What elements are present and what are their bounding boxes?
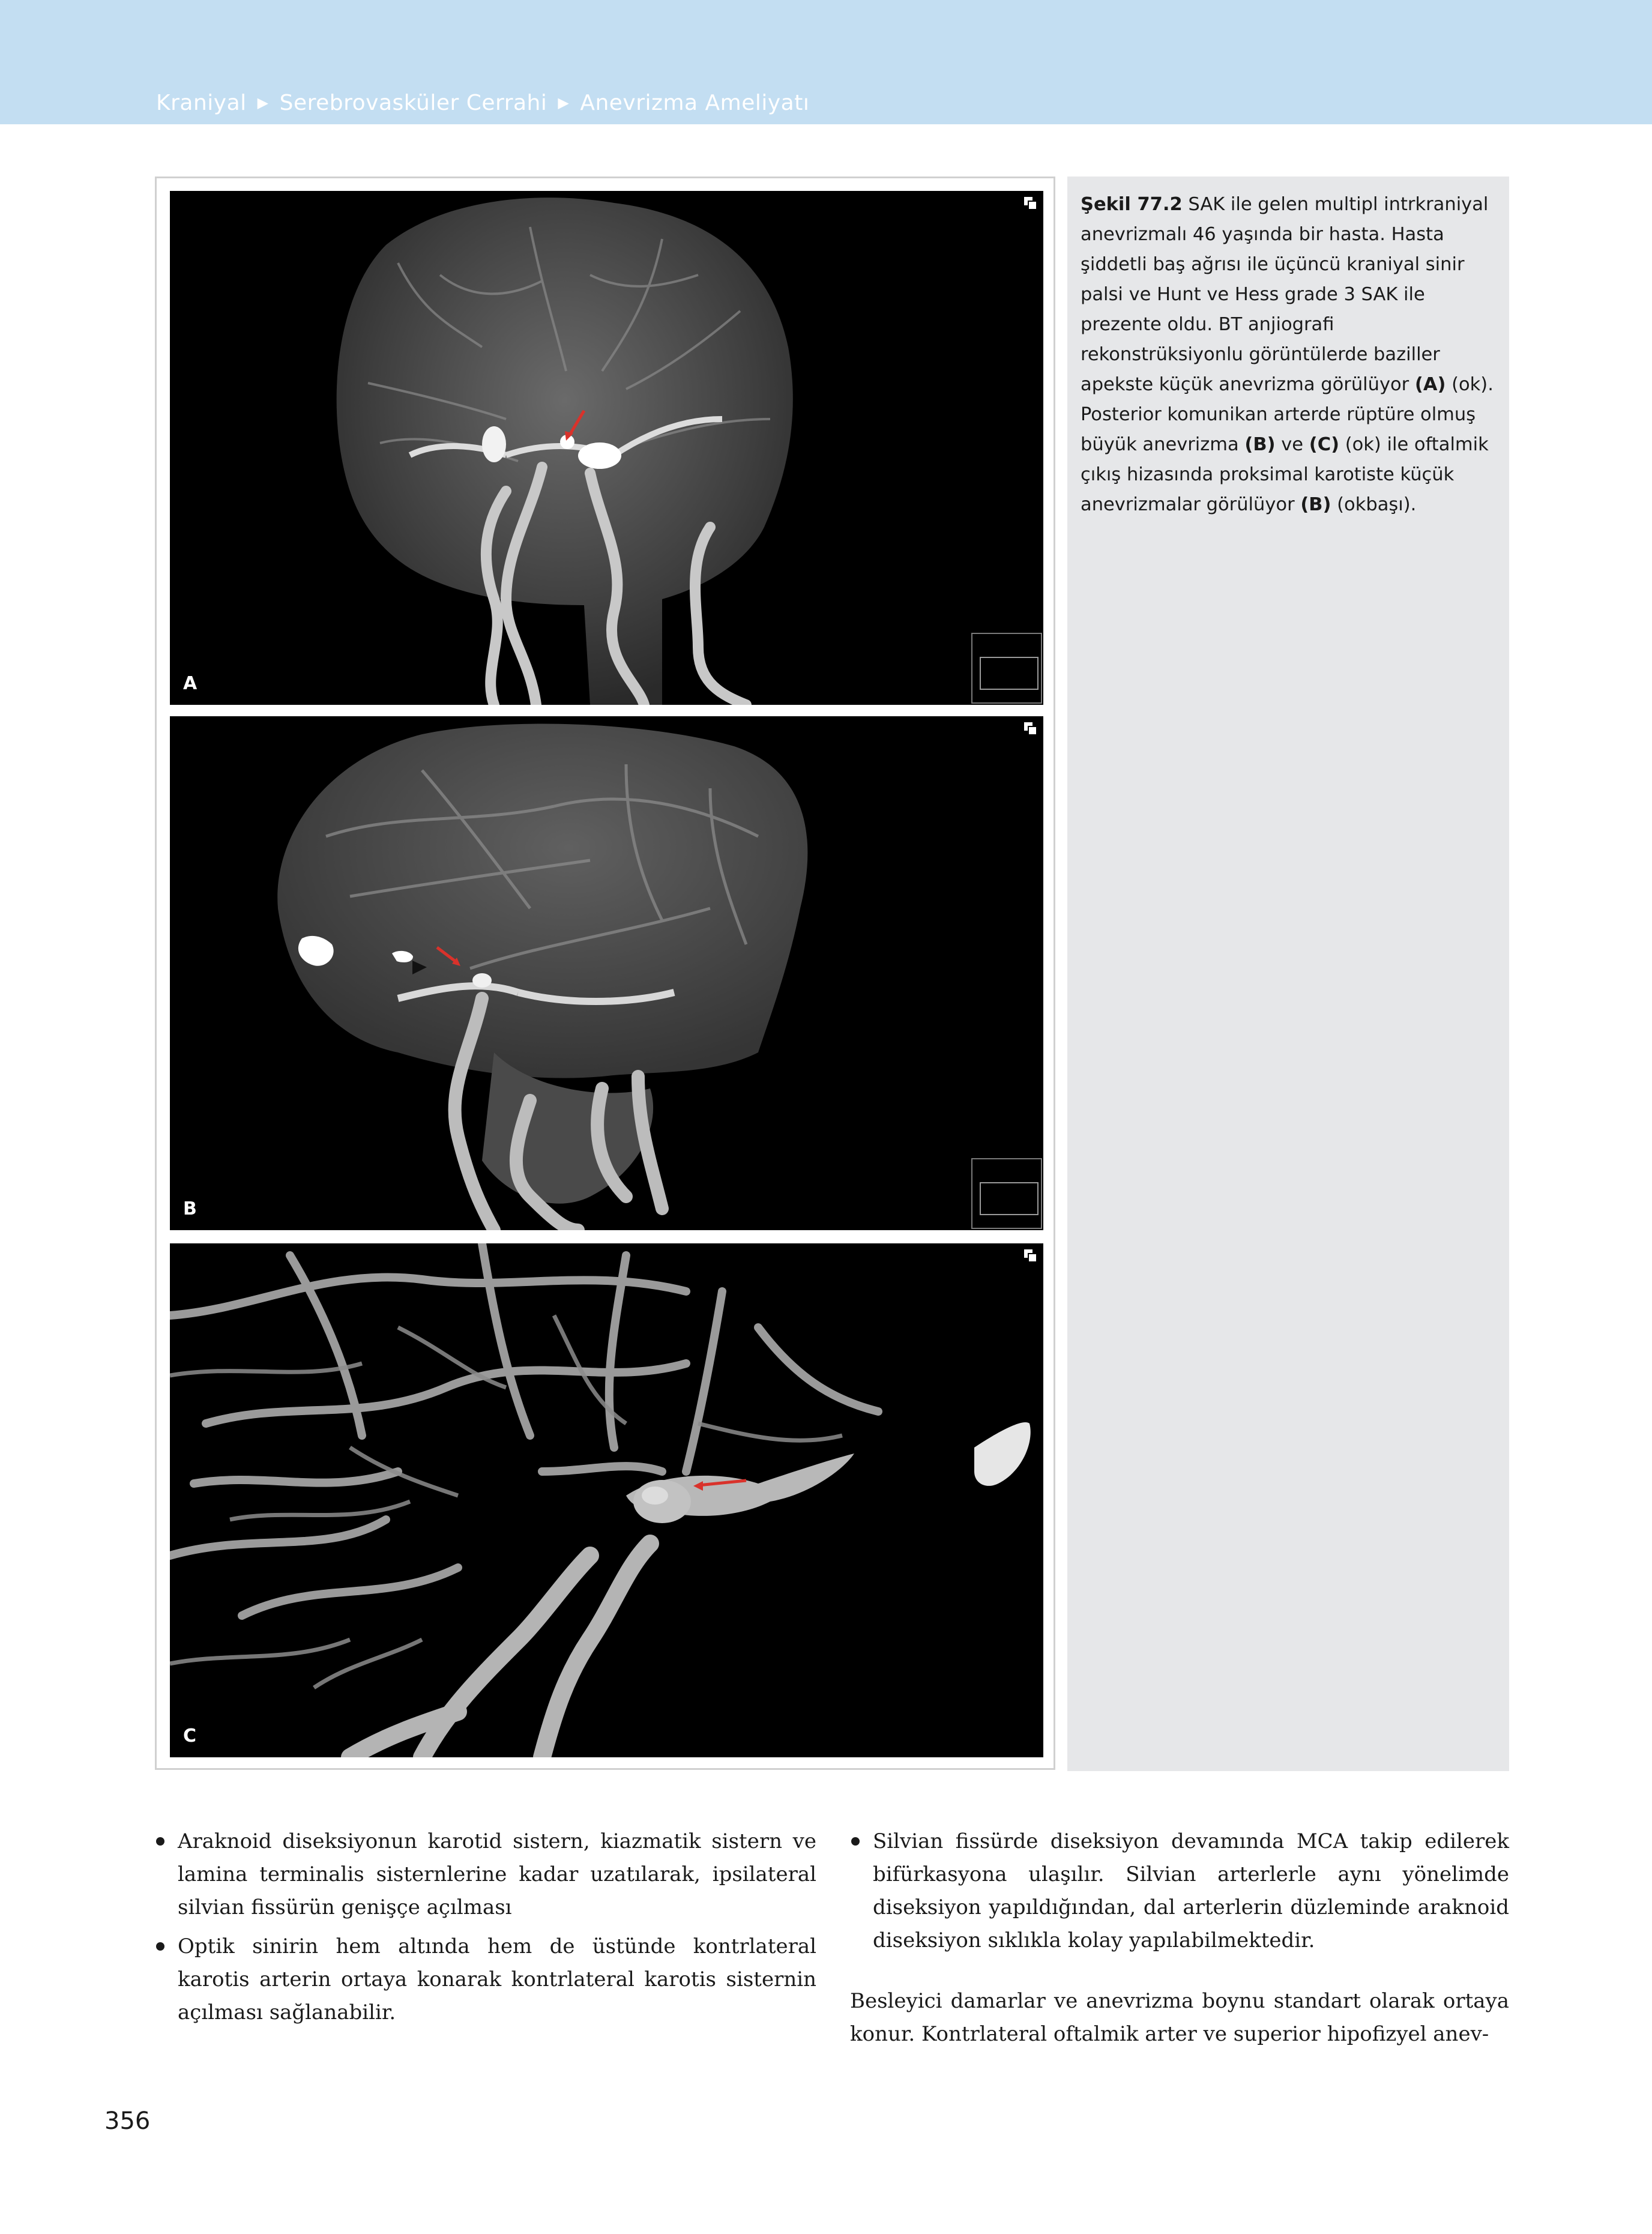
panel-label-c: C xyxy=(183,1725,197,1746)
breadcrumb xyxy=(156,88,809,118)
breadcrumb-item-kraniyal[interactable]: Kraniyal xyxy=(156,90,247,115)
right-triangle-icon: ▶ xyxy=(558,94,570,111)
breadcrumb-item-serebrovaskuler[interactable]: Serebrovasküler Cerrahi xyxy=(279,90,547,115)
caption-ref-a: (A) xyxy=(1414,374,1446,395)
bullet-dot-icon xyxy=(156,1837,164,1846)
caption-ref-b-second: (B) xyxy=(1300,494,1331,515)
angiography-lateral-image xyxy=(170,716,1043,1230)
bullet-text: Araknoid diseksiyonun karotid sistern, kiazmatik sistern ve lamina terminalis sisternlerine kadar uzatılarak, ipsilateral silvian fissürün genişçe açılması xyxy=(178,1829,816,1919)
body-paragraph: Besleyici damarlar ve anevrizma boynu standart olarak ortaya konur. Kontrlateral oftalmik arter ve superior hipofizyel anev- xyxy=(850,1989,1509,2046)
figure-caption xyxy=(1081,190,1495,520)
breadcrumb-item-anevrizma[interactable]: Anevrizma Ameliyatı xyxy=(580,90,810,115)
figure-caption-box xyxy=(1067,177,1509,1771)
caption-text-2: (ok). Posterior komunikan arterde rüptüre olmuş büyük anevrizma xyxy=(1081,374,1494,455)
angiography-frontal-image xyxy=(170,191,1043,705)
body-column-right xyxy=(850,1825,1509,2051)
figure-panel-c xyxy=(170,1243,1043,1757)
bullet-text: Optik sinirin hem altında hem de üstünde kontrlateral karotis arterin ortaya konarak kontrlateral karotis sisternin açılması sağlanabilir. xyxy=(178,1934,816,2024)
panel-label-b: B xyxy=(183,1198,197,1219)
figure-panel-b xyxy=(170,716,1043,1230)
copy-icon[interactable] xyxy=(1023,1248,1039,1264)
bullet-text: Silvian fissürde diseksiyon devamında MCA takip edilerek bifürkasyona ulaşılır. Silvian arterlerle aynı yönelimde diseksiyon yapıldığından, dal arterlerin düzleminde araknoid diseksiyon sıklıkla kolay yapılabilmektedir. xyxy=(873,1829,1509,1952)
locator-box xyxy=(971,633,1042,704)
caption-ref-b: (B) xyxy=(1244,434,1276,455)
page-number: 356 xyxy=(104,2107,151,2135)
figure-panel-a xyxy=(170,191,1043,705)
panel-label-a: A xyxy=(183,673,197,694)
caption-text-5: (okbaşı). xyxy=(1331,494,1417,515)
caption-text-3: ve xyxy=(1275,434,1309,455)
bullet-item xyxy=(155,1825,816,1924)
body-column-left xyxy=(155,1825,816,2035)
bullet-item xyxy=(850,1825,1509,1957)
locator-box xyxy=(971,1158,1042,1229)
copy-icon[interactable] xyxy=(1023,196,1039,211)
copy-icon[interactable] xyxy=(1023,721,1039,737)
vessel-3d-reconstruction-image xyxy=(170,1243,1043,1757)
right-triangle-icon: ▶ xyxy=(257,94,269,111)
bullet-dot-icon xyxy=(156,1942,164,1951)
caption-ref-c: (C) xyxy=(1309,434,1340,455)
caption-text-1: SAK ile gelen multipl intrkraniyal anevrizmalı 46 yaşında bir hasta. Hasta şiddetli baş ağrısı ile üçüncü kraniyal sinir palsi ve Hunt ve Hess grade 3 SAK ile prezente oldu. BT anjiografi rekonstrüksiyonlu görüntülerde baziller apekste küçük anevrizma görülüyor xyxy=(1081,194,1489,395)
bullet-dot-icon xyxy=(851,1837,860,1846)
caption-text-4: (ok) ile oftalmik çıkış hizasında proksimal karotiste küçük anevrizmalar görülüyor xyxy=(1081,434,1489,515)
bullet-item xyxy=(155,1930,816,2029)
caption-lead: Şekil 77.2 xyxy=(1081,194,1183,215)
